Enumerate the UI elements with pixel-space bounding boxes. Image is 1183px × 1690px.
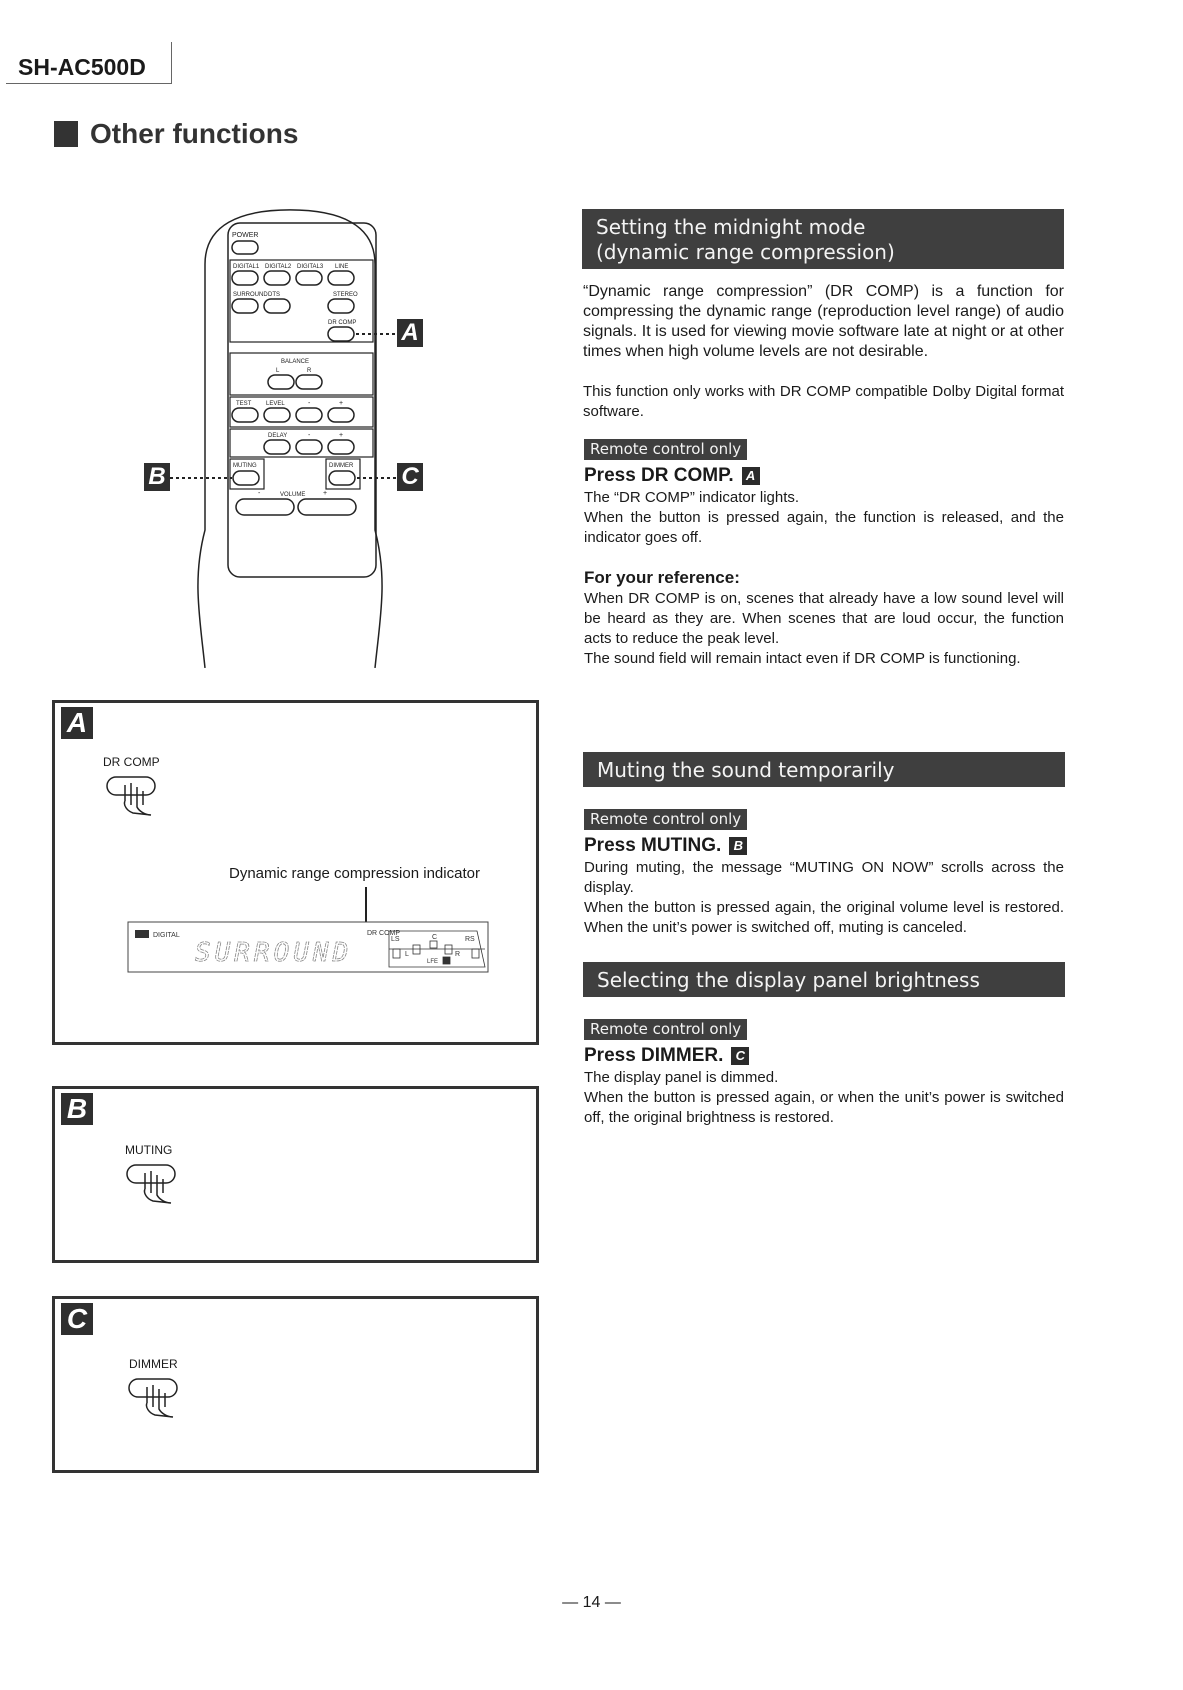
remote-label-dimmer: DIMMER xyxy=(329,463,354,469)
remote-label-delay-plus: + xyxy=(339,432,344,439)
indicator-pointer-line xyxy=(365,887,367,925)
display-surround-text: SURROUND xyxy=(195,938,353,968)
remote-label-delay: DELAY xyxy=(268,433,288,439)
section-square-icon xyxy=(54,121,78,147)
dr-comp-press-hand-icon xyxy=(105,771,161,819)
remote-label-level-plus: + xyxy=(339,400,344,407)
remote-level-button[interactable] xyxy=(264,408,290,422)
display-label-lfe: LFE xyxy=(427,959,439,965)
remote-label-l: L xyxy=(276,368,280,374)
remote-label-test: TEST xyxy=(236,401,252,407)
remote-delay-plus-button[interactable] xyxy=(328,440,354,454)
remote-label-volume-minus: - xyxy=(258,490,261,497)
dimmer-remote-only-tag: Remote control only xyxy=(584,1019,747,1040)
panel-b-badge: B xyxy=(61,1093,93,1125)
midnight-para2: This function only works with DR COMP compatible Dolby Digital format software. xyxy=(583,383,1064,420)
press-dimmer-key-badge: C xyxy=(731,1047,749,1065)
dimmer-heading: Selecting the display panel brightness xyxy=(583,962,1065,997)
muting-remote-only-tag: Remote control only xyxy=(584,809,747,830)
callout-a: A xyxy=(397,319,423,347)
remote-label-digital3: DIGITAL3 xyxy=(297,264,324,270)
remote-delay-button[interactable] xyxy=(264,440,290,454)
reference-para1: When DR COMP is on, scenes that already have a low sound level will be heard as they are. When scenes that are loud occur, the function acts to reduce the peak level. xyxy=(584,590,1064,647)
muting-line1: During muting, the message “MUTING ON NOW” scrolls across the display. xyxy=(584,859,1064,896)
midnight-mode-heading xyxy=(582,209,1064,269)
dimmer-details xyxy=(584,1068,1064,1128)
panel-b-button-label: MUTING xyxy=(125,1143,173,1157)
model-number: SH-AC500D xyxy=(6,42,172,84)
muting-press-instruction xyxy=(584,835,747,857)
press-muting-key-badge: B xyxy=(729,837,747,855)
dimmer-press-instruction xyxy=(584,1045,749,1067)
remote-label-volume-plus: + xyxy=(323,490,328,497)
dimmer-press-hand-icon xyxy=(127,1373,183,1421)
indicator-caption: Dynamic range compression indicator xyxy=(229,865,480,882)
remote-label-r: R xyxy=(307,368,312,374)
midnight-remote-only-tag: Remote control only xyxy=(584,439,747,460)
panel-b xyxy=(52,1086,539,1263)
remote-label-drcomp: DR COMP xyxy=(328,320,357,326)
reference-text xyxy=(584,589,1064,669)
press-muting-text: Press MUTING. xyxy=(584,835,722,856)
remote-level-plus-button[interactable] xyxy=(328,408,354,422)
muting-press-hand-icon xyxy=(125,1159,181,1207)
reference-title: For your reference: xyxy=(584,568,740,587)
remote-label-delay-minus: - xyxy=(308,432,311,439)
press-dr-comp-text: Press DR COMP. xyxy=(584,465,734,486)
dimmer-line1: The display panel is dimmed. xyxy=(584,1069,779,1086)
remote-test-button[interactable] xyxy=(232,408,258,422)
press-dr-comp-key-badge: A xyxy=(742,467,760,485)
callout-b: B xyxy=(144,463,170,491)
page-number: — 14 — xyxy=(562,1594,621,1611)
remote-level-minus-button[interactable] xyxy=(296,408,322,422)
muting-line2: When the button is pressed again, the original volume level is restored. When the unit’s power is switched off, muting is canceled. xyxy=(584,899,1064,936)
midnight-press-instruction xyxy=(584,465,760,487)
remote-label-dts: DTS xyxy=(268,292,280,298)
remote-balance-l-button[interactable] xyxy=(268,375,294,389)
display-label-rs: RS xyxy=(465,936,475,943)
callout-c: C xyxy=(397,463,423,491)
remote-label-power: POWER xyxy=(232,232,259,239)
remote-label-surround: SURROUND xyxy=(233,292,268,298)
remote-label-line: LINE xyxy=(335,264,349,270)
midnight-line1: The “DR COMP” indicator lights. xyxy=(584,489,800,506)
midnight-press-details xyxy=(584,488,1064,548)
remote-power-button[interactable] xyxy=(232,241,258,254)
muting-heading: Muting the sound temporarily xyxy=(583,752,1065,787)
panel-c-button-label: DIMMER xyxy=(129,1357,178,1371)
remote-muting-button[interactable] xyxy=(233,471,259,485)
remote-digital2-button[interactable] xyxy=(264,271,290,285)
remote-stereo-button[interactable] xyxy=(328,299,354,313)
panel-a-button-label: DR COMP xyxy=(103,755,160,769)
remote-digital1-button[interactable] xyxy=(232,271,258,285)
display-label-digital: DIGITAL xyxy=(153,932,180,939)
display-label-l: L xyxy=(405,951,409,958)
remote-delay-minus-button[interactable] xyxy=(296,440,322,454)
panel-c xyxy=(52,1296,539,1473)
muting-details xyxy=(584,858,1064,938)
dimmer-line2: When the button is pressed again, or when the unit’s power is switched off, the original brightness is restored. xyxy=(584,1089,1064,1126)
display-label-ls: LS xyxy=(391,936,400,943)
display-label-c: C xyxy=(432,934,438,941)
remote-control-illustration xyxy=(140,205,470,675)
remote-label-level: LEVEL xyxy=(266,401,285,407)
remote-drcomp-button[interactable] xyxy=(328,327,354,341)
press-dimmer-text: Press DIMMER. xyxy=(584,1045,724,1066)
remote-line-button[interactable] xyxy=(328,271,354,285)
remote-label-muting: MUTING xyxy=(233,463,257,469)
dolby-digital-logo-icon xyxy=(135,930,149,938)
remote-volume-up-button[interactable] xyxy=(298,499,356,515)
remote-surround-button[interactable] xyxy=(232,299,258,313)
midnight-para1: “Dynamic range compression” (DR COMP) is a function for compressing the dynamic range (reproduction level range) of audio signals. It is used for viewing movie software late at night or at other times when high volume levels are not desirable. xyxy=(583,283,1064,360)
panel-c-badge: C xyxy=(61,1303,93,1335)
remote-label-digital2: DIGITAL2 xyxy=(265,264,292,270)
reference-para2: The sound field will remain intact even if DR COMP is functioning. xyxy=(584,650,1021,667)
midnight-description xyxy=(583,282,1064,422)
midnight-line2: When the button is pressed again, the function is released, and the indicator goes off. xyxy=(584,509,1064,546)
section-title xyxy=(54,118,298,150)
midnight-title-line2: (dynamic range compression) xyxy=(596,240,895,264)
display-label-drcomp: DR COMP xyxy=(367,930,401,937)
remote-label-volume: VOLUME xyxy=(280,492,306,498)
remote-label-digital1: DIGITAL1 xyxy=(233,264,260,270)
panel-a-badge: A xyxy=(61,707,93,739)
midnight-title-line1: Setting the midnight mode xyxy=(596,215,866,239)
front-panel-display xyxy=(127,921,489,973)
section-title-text: Other functions xyxy=(90,118,299,149)
remote-digital3-button[interactable] xyxy=(296,271,322,285)
remote-volume-down-button[interactable] xyxy=(236,499,294,515)
display-label-r: R xyxy=(455,951,461,958)
remote-dts-button[interactable] xyxy=(264,299,290,313)
remote-label-stereo: STEREO xyxy=(333,292,358,298)
remote-balance-r-button[interactable] xyxy=(296,375,322,389)
panel-a xyxy=(52,700,539,1045)
remote-label-level-minus: - xyxy=(308,400,311,407)
remote-label-balance: BALANCE xyxy=(281,359,310,365)
remote-dimmer-button[interactable] xyxy=(329,471,355,485)
